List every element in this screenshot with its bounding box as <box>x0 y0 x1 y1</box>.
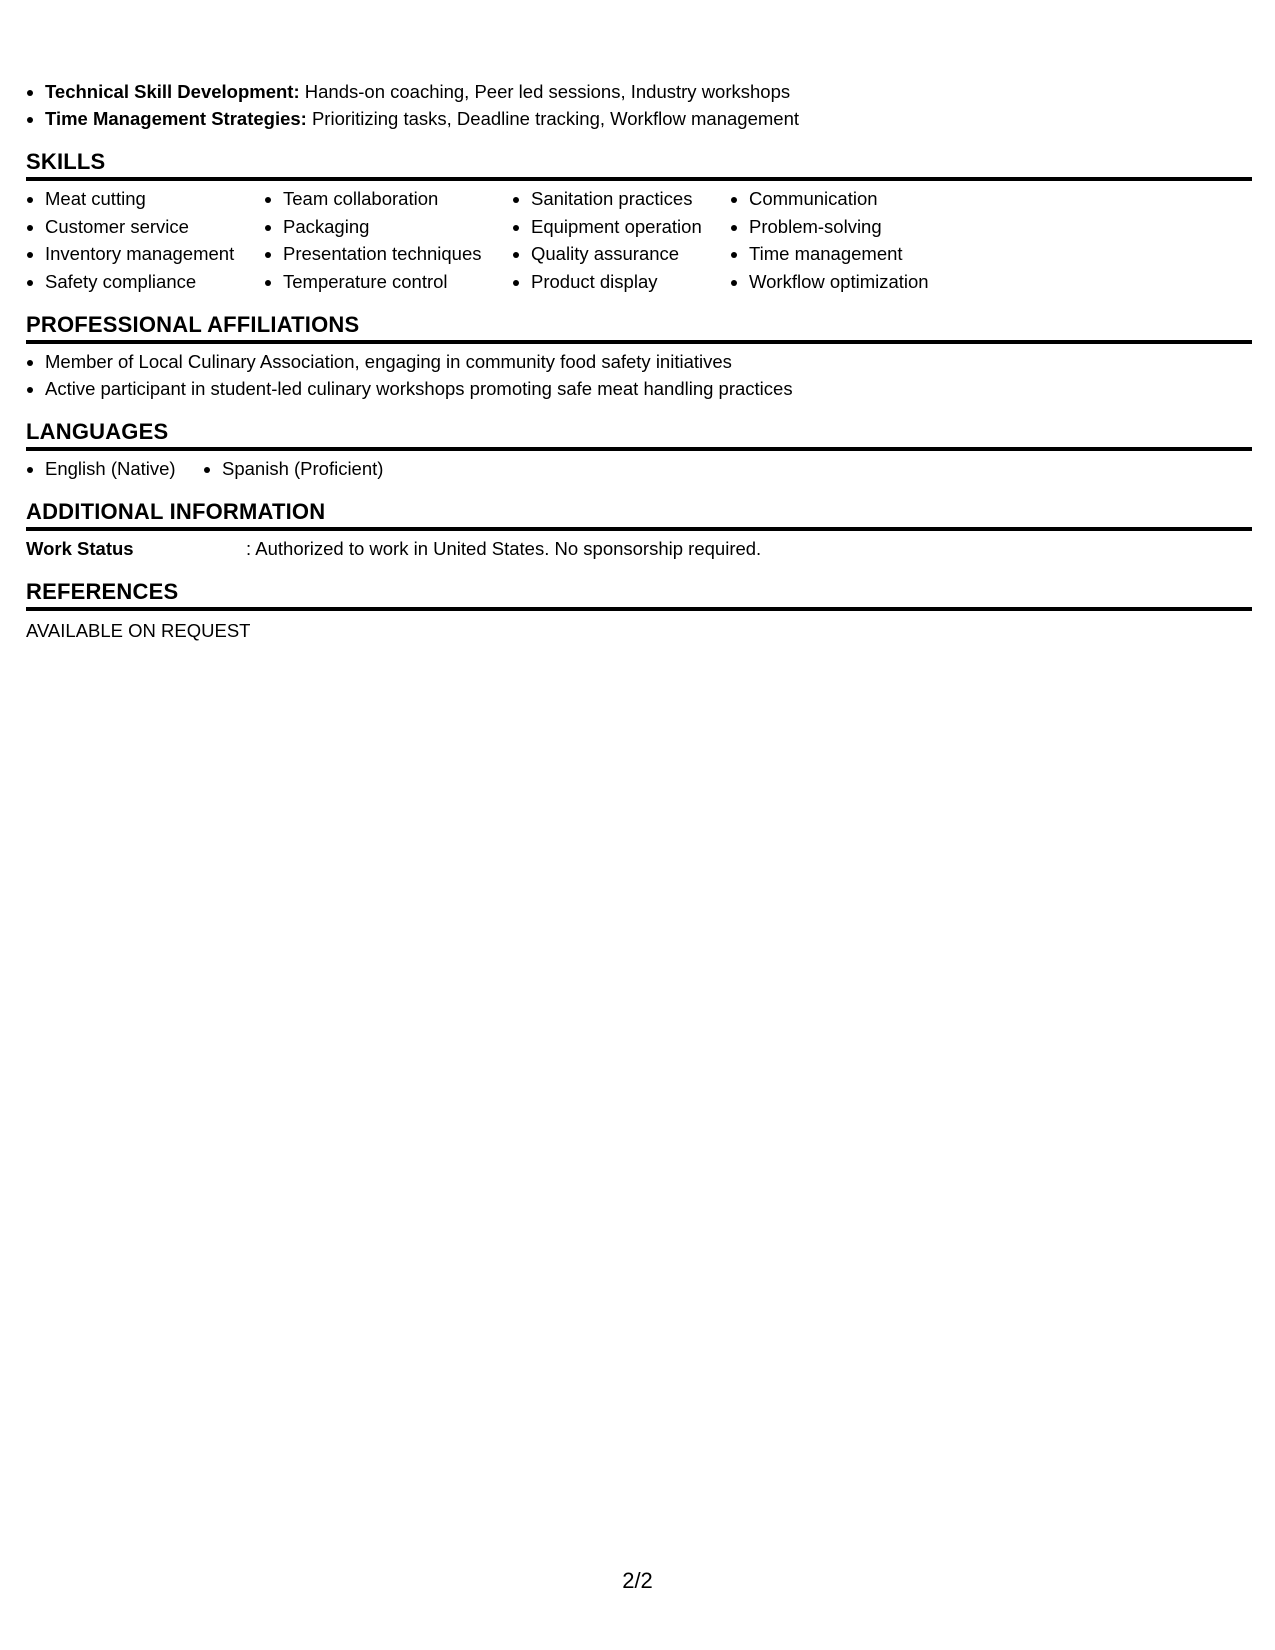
list-item-label: Time Management Strategies: <box>45 108 307 129</box>
skill-item: • Quality assurance <box>531 240 730 268</box>
skills-grid <box>26 185 1252 295</box>
skill-item: • Safety compliance <box>45 268 264 296</box>
skill-item: • Customer service <box>45 213 264 241</box>
skill-item: • Equipment operation <box>531 213 730 241</box>
skills-column <box>26 185 264 295</box>
references-text: AVAILABLE ON REQUEST <box>26 620 251 641</box>
languages-list <box>26 455 1252 482</box>
skill-item: • Team collaboration <box>283 185 512 213</box>
list-item-text: Prioritizing tasks, Deadline tracking, Workflow management <box>306 108 799 129</box>
affiliations-heading: PROFESSIONAL AFFILIATIONS <box>26 311 1252 344</box>
skill-item: • Packaging <box>283 213 512 241</box>
skill-item: • Meat cutting <box>45 185 264 213</box>
list-item-text: Hands-on coaching, Peer led sessions, Industry workshops <box>299 81 791 102</box>
work-status-value: : Authorized to work in United States. No sponsorship required. <box>246 538 762 559</box>
skill-item: • Problem-solving <box>749 213 969 241</box>
skill-item: • Time management <box>749 240 969 268</box>
work-status-row <box>26 535 1252 562</box>
additional-info-heading: ADDITIONAL INFORMATION <box>26 498 1252 531</box>
languages-heading: LANGUAGES <box>26 418 1252 451</box>
skill-item: • Workflow optimization <box>749 268 969 296</box>
skills-column <box>730 185 969 295</box>
language-item: • Spanish (Proficient) <box>222 455 383 482</box>
skills-column <box>512 185 730 295</box>
skill-item: • Sanitation practices <box>531 185 730 213</box>
list-item <box>45 78 1252 105</box>
list-item-label: Technical Skill Development: <box>45 81 300 102</box>
skill-item: • Communication <box>749 185 969 213</box>
language-column <box>26 455 203 482</box>
skills-column <box>264 185 512 295</box>
skill-item: • Temperature control <box>283 268 512 296</box>
references-heading: REFERENCES <box>26 578 1252 611</box>
affiliation-item: • Active participant in student-led culinary workshops promoting safe meat handling practices <box>45 375 1252 402</box>
training-list <box>26 78 1252 132</box>
work-status-label: Work Status <box>26 538 134 559</box>
resume-page <box>26 78 1252 644</box>
skills-heading: SKILLS <box>26 148 1252 181</box>
language-item: • English (Native) <box>45 455 203 482</box>
skill-item: • Inventory management <box>45 240 264 268</box>
skill-item: • Presentation techniques <box>283 240 512 268</box>
page-number: 2/2 <box>622 1568 653 1593</box>
language-column <box>203 455 383 482</box>
list-item <box>45 105 1252 132</box>
affiliations-list <box>26 348 1252 402</box>
skill-item: • Product display <box>531 268 730 296</box>
affiliation-item: • Member of Local Culinary Association, engaging in community food safety initiatives <box>45 348 1252 375</box>
